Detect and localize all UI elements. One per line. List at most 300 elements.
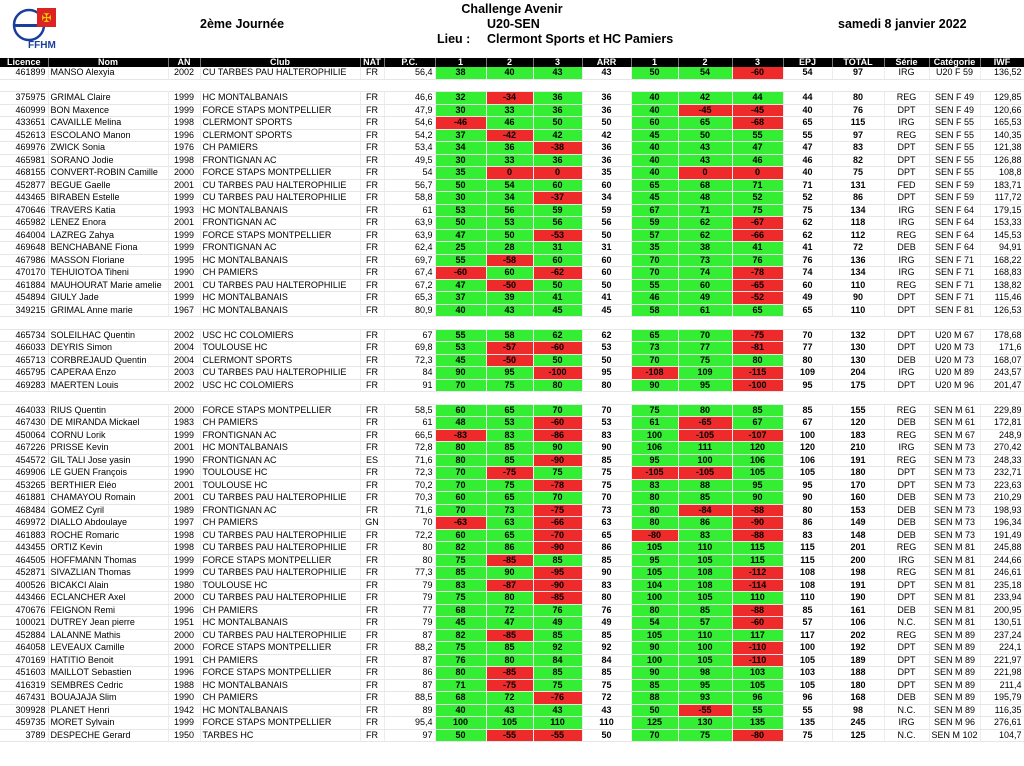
table-cell: 450064 (0, 429, 48, 442)
successful-attempt-cell: 100 (678, 454, 732, 467)
successful-attempt-cell: 80 (435, 667, 486, 680)
successful-attempt-cell: 34 (435, 142, 486, 155)
table-cell: 1998 (168, 542, 200, 555)
table-cell: FR (360, 504, 384, 517)
successful-attempt-cell: 90 (631, 379, 678, 392)
table-row (0, 729, 1024, 742)
table-cell: ZWICK Sonia (48, 142, 168, 155)
table-cell: FR (360, 704, 384, 717)
table-row (0, 242, 1024, 255)
successful-attempt-cell: 70 (435, 479, 486, 492)
successful-attempt-cell: 45 (631, 129, 678, 142)
results-table-body (0, 67, 1024, 742)
table-cell: FORCE STAPS MONTPELLIER (200, 667, 360, 680)
table-cell: CU TARBES PAU HALTEROPHILIE (200, 67, 360, 79)
table-cell: SEN M 73 (929, 529, 980, 542)
table-cell: 201,47 (980, 379, 1024, 392)
successful-attempt-cell: 110 (732, 592, 783, 605)
table-cell: 56,7 (384, 179, 435, 192)
successful-attempt-cell: 70 (533, 404, 582, 417)
table-cell: 3789 (0, 729, 48, 742)
successful-attempt-cell: 70 (533, 492, 582, 505)
table-cell: SEN M 73 (929, 479, 980, 492)
successful-attempt-cell: 32 (435, 92, 486, 105)
table-cell: 53 (582, 342, 631, 355)
table-cell: 136,52 (980, 67, 1024, 79)
column-header: ARR (582, 58, 631, 67)
table-cell: 229,89 (980, 404, 1024, 417)
successful-attempt-cell: 115 (732, 554, 783, 567)
table-cell: 115,46 (980, 292, 1024, 305)
table-cell: 75 (582, 479, 631, 492)
table-row (0, 229, 1024, 242)
table-cell: 148 (832, 529, 884, 542)
table-row (0, 104, 1024, 117)
successful-attempt-cell: 85 (533, 629, 582, 642)
table-row (0, 629, 1024, 642)
table-cell: 171,6 (980, 342, 1024, 355)
table-cell: SEN M 81 (929, 592, 980, 605)
successful-attempt-cell: 45 (435, 617, 486, 630)
table-cell: FR (360, 554, 384, 567)
table-cell: FR (360, 217, 384, 230)
table-cell: 1998 (168, 117, 200, 130)
table-cell: 63,9 (384, 217, 435, 230)
table-cell: 155 (832, 404, 884, 417)
successful-attempt-cell: 105 (678, 554, 732, 567)
table-row (0, 179, 1024, 192)
successful-attempt-cell: 88 (631, 692, 678, 705)
table-cell: 375975 (0, 92, 48, 105)
table-cell: 1980 (168, 579, 200, 592)
table-cell: 183,71 (980, 179, 1024, 192)
table-cell: FR (360, 379, 384, 392)
successful-attempt-cell: 85 (533, 554, 582, 567)
table-cell: 88,2 (384, 642, 435, 655)
successful-attempt-cell: 67 (732, 417, 783, 430)
successful-attempt-cell: 41 (533, 292, 582, 305)
failed-attempt-cell: -66 (732, 229, 783, 242)
successful-attempt-cell: 80 (435, 454, 486, 467)
table-cell: 245,88 (980, 542, 1024, 555)
table-cell: 98 (832, 704, 884, 717)
successful-attempt-cell: 100 (631, 429, 678, 442)
table-cell: 470676 (0, 604, 48, 617)
table-cell: 201 (832, 542, 884, 555)
table-cell: CU TARBES PAU HALTEROPHILIE (200, 179, 360, 192)
table-cell: REG (884, 567, 929, 580)
table-cell: SEN M 81 (929, 542, 980, 555)
failed-attempt-cell: -110 (732, 654, 783, 667)
successful-attempt-cell: 96 (732, 692, 783, 705)
table-cell: 84 (582, 654, 631, 667)
table-cell: 35 (582, 167, 631, 180)
table-cell: FR (360, 692, 384, 705)
failed-attempt-cell: -86 (533, 429, 582, 442)
table-cell: U20 F 59 (929, 67, 980, 79)
table-cell: 452877 (0, 179, 48, 192)
failed-attempt-cell: -68 (732, 117, 783, 130)
successful-attempt-cell: 50 (435, 217, 486, 230)
table-cell: 86 (783, 517, 832, 530)
table-cell: DPT (884, 142, 929, 155)
table-cell: 60 (582, 267, 631, 280)
table-cell: 86 (832, 192, 884, 205)
table-row (0, 442, 1024, 455)
successful-attempt-cell: 43 (533, 67, 582, 79)
table-cell: SEN M 73 (929, 442, 980, 455)
successful-attempt-cell: 44 (732, 92, 783, 105)
table-cell: 465982 (0, 217, 48, 230)
table-cell: TOULOUSE HC (200, 467, 360, 480)
table-cell: CH PAMIERS (200, 142, 360, 155)
svg-text:✠: ✠ (41, 11, 52, 25)
successful-attempt-cell: 55 (435, 329, 486, 342)
failed-attempt-cell: -90 (533, 579, 582, 592)
table-cell: N.C. (884, 704, 929, 717)
table-cell: 121,38 (980, 142, 1024, 155)
lieu-label: Lieu : (437, 32, 471, 46)
table-cell: 110 (832, 279, 884, 292)
failed-attempt-cell: -70 (533, 529, 582, 542)
table-cell: SEN F 64 (929, 242, 980, 255)
table-cell: USC HC COLOMIERS (200, 329, 360, 342)
table-cell: 83 (832, 142, 884, 155)
successful-attempt-cell: 56 (486, 204, 533, 217)
table-cell: DPT (884, 154, 929, 167)
table-cell: FR (360, 567, 384, 580)
successful-attempt-cell: 75 (533, 467, 582, 480)
failed-attempt-cell: -80 (732, 729, 783, 742)
successful-attempt-cell: 60 (435, 492, 486, 505)
table-cell: IRG (884, 117, 929, 130)
table-cell: 97 (832, 67, 884, 79)
table-cell: 105 (783, 467, 832, 480)
table-cell: 2000 (168, 592, 200, 605)
table-cell: 210,29 (980, 492, 1024, 505)
table-cell: PRISSE Kevin (48, 442, 168, 455)
failed-attempt-cell: -57 (486, 342, 533, 355)
successful-attempt-cell: 50 (678, 129, 732, 142)
column-header: 1 (435, 58, 486, 67)
table-cell: 65 (783, 117, 832, 130)
table-cell: 72,2 (384, 529, 435, 542)
successful-attempt-cell: 70 (631, 267, 678, 280)
failed-attempt-cell: -60 (732, 67, 783, 79)
table-cell: SEN M 81 (929, 554, 980, 567)
table-cell: 1989 (168, 504, 200, 517)
table-cell: 75 (783, 729, 832, 742)
table-cell: 80,9 (384, 304, 435, 317)
table-cell: FR (360, 204, 384, 217)
table-row (0, 379, 1024, 392)
successful-attempt-cell: 93 (678, 692, 732, 705)
failed-attempt-cell: 0 (486, 167, 533, 180)
table-cell: CH PAMIERS (200, 692, 360, 705)
successful-attempt-cell: 73 (678, 254, 732, 267)
table-cell: 79 (384, 592, 435, 605)
table-cell: BENCHABANE Fiona (48, 242, 168, 255)
table-cell: 145,53 (980, 229, 1024, 242)
successful-attempt-cell: 63 (486, 517, 533, 530)
table-cell: 140,35 (980, 129, 1024, 142)
table-cell: 97 (832, 129, 884, 142)
table-cell: 2001 (168, 442, 200, 455)
table-cell: 50 (582, 279, 631, 292)
table-cell: IRG (884, 204, 929, 217)
table-cell: TRAVERS Katia (48, 204, 168, 217)
table-cell: FORCE STAPS MONTPELLIER (200, 229, 360, 242)
successful-attempt-cell: 83 (486, 429, 533, 442)
table-cell: 41 (783, 242, 832, 255)
failed-attempt-cell: -83 (435, 429, 486, 442)
table-cell: CAVAILLE Melina (48, 117, 168, 130)
table-cell: FR (360, 654, 384, 667)
table-cell: FORCE STAPS MONTPELLIER (200, 554, 360, 567)
failed-attempt-cell: -105 (678, 429, 732, 442)
table-cell: 71 (783, 179, 832, 192)
table-cell: 60 (582, 179, 631, 192)
table-cell: 72 (832, 242, 884, 255)
column-header: Club (200, 58, 360, 67)
table-cell: 70 (384, 517, 435, 530)
table-cell: N.C. (884, 617, 929, 630)
table-cell: 454572 (0, 454, 48, 467)
table-cell: 2001 (168, 217, 200, 230)
table-row (0, 154, 1024, 167)
table-cell: SEN F 55 (929, 142, 980, 155)
table-cell: 153,33 (980, 217, 1024, 230)
successful-attempt-cell: 105 (486, 717, 533, 730)
table-cell: 76 (582, 604, 631, 617)
table-row (0, 142, 1024, 155)
table-row (0, 692, 1024, 705)
failed-attempt-cell: 0 (732, 167, 783, 180)
failed-attempt-cell: -75 (732, 329, 783, 342)
successful-attempt-cell: 55 (732, 129, 783, 142)
failed-attempt-cell: -78 (533, 479, 582, 492)
table-cell: 191,49 (980, 529, 1024, 542)
failed-attempt-cell: -53 (533, 229, 582, 242)
table-cell: SEN M 89 (929, 642, 980, 655)
table-cell: U20 M 73 (929, 354, 980, 367)
failed-attempt-cell: -84 (678, 504, 732, 517)
table-cell: FR (360, 604, 384, 617)
table-cell: 40 (783, 104, 832, 117)
successful-attempt-cell: 60 (486, 267, 533, 280)
table-cell: CLERMONT SPORTS (200, 354, 360, 367)
successful-attempt-cell: 54 (631, 617, 678, 630)
table-cell: CHAMAYOU Romain (48, 492, 168, 505)
table-cell: FR (360, 729, 384, 742)
successful-attempt-cell: 43 (678, 154, 732, 167)
successful-attempt-cell: 110 (678, 629, 732, 642)
table-cell: 50 (582, 117, 631, 130)
table-cell: 83 (582, 429, 631, 442)
table-cell: 2004 (168, 354, 200, 367)
table-cell: 1993 (168, 204, 200, 217)
table-cell: SIVAZLIAN Thomas (48, 567, 168, 580)
failed-attempt-cell: -46 (435, 117, 486, 130)
spacer-cell (0, 317, 1024, 330)
table-cell: ECLANCHER Axel (48, 592, 168, 605)
successful-attempt-cell: 106 (631, 442, 678, 455)
table-cell: GRIMAL Claire (48, 92, 168, 105)
successful-attempt-cell: 120 (732, 442, 783, 455)
table-cell: 62 (783, 217, 832, 230)
successful-attempt-cell: 33 (486, 154, 533, 167)
table-cell: CU TARBES PAU HALTEROPHILIE (200, 529, 360, 542)
table-cell: CH PAMIERS (200, 654, 360, 667)
successful-attempt-cell: 75 (533, 679, 582, 692)
table-cell: 65 (783, 304, 832, 317)
table-cell: 2001 (168, 492, 200, 505)
successful-attempt-cell: 50 (435, 729, 486, 742)
table-cell: 110 (582, 717, 631, 730)
successful-attempt-cell: 53 (486, 417, 533, 430)
table-cell: 190 (832, 592, 884, 605)
table-cell: 465734 (0, 329, 48, 342)
table-cell: SEN F 71 (929, 254, 980, 267)
table-cell: 1999 (168, 717, 200, 730)
table-cell: FEIGNON Remi (48, 604, 168, 617)
table-cell: 46,6 (384, 92, 435, 105)
failed-attempt-cell: -66 (533, 517, 582, 530)
table-cell: 76 (783, 254, 832, 267)
successful-attempt-cell: 52 (732, 192, 783, 205)
successful-attempt-cell: 85 (631, 679, 678, 692)
table-cell: 175 (832, 379, 884, 392)
table-cell: 72,8 (384, 442, 435, 455)
successful-attempt-cell: 100 (435, 717, 486, 730)
successful-attempt-cell: 43 (486, 704, 533, 717)
table-cell: 1996 (168, 129, 200, 142)
successful-attempt-cell: 67 (631, 204, 678, 217)
table-cell: SEN F 71 (929, 279, 980, 292)
successful-attempt-cell: 75 (732, 204, 783, 217)
table-cell: 1999 (168, 292, 200, 305)
table-cell: 469976 (0, 142, 48, 155)
table-cell: 1990 (168, 454, 200, 467)
table-cell: USC HC COLOMIERS (200, 379, 360, 392)
table-cell: FR (360, 104, 384, 117)
successful-attempt-cell: 47 (732, 142, 783, 155)
successful-attempt-cell: 71 (732, 179, 783, 192)
successful-attempt-cell: 35 (631, 242, 678, 255)
table-cell: 67,2 (384, 279, 435, 292)
failed-attempt-cell: -85 (533, 592, 582, 605)
successful-attempt-cell: 90 (435, 367, 486, 380)
table-cell: SEN F 71 (929, 292, 980, 305)
table-cell: ROCHE Romaric (48, 529, 168, 542)
table-cell: 452871 (0, 567, 48, 580)
table-cell: 41 (582, 292, 631, 305)
successful-attempt-cell: 36 (533, 104, 582, 117)
table-cell: FRONTIGNAN AC (200, 429, 360, 442)
column-header: Licence (0, 58, 48, 67)
successful-attempt-cell: 30 (435, 192, 486, 205)
failed-attempt-cell: -78 (732, 267, 783, 280)
successful-attempt-cell: 47 (435, 279, 486, 292)
table-cell: 89 (384, 704, 435, 717)
successful-attempt-cell: 90 (486, 567, 533, 580)
table-cell: 149 (832, 517, 884, 530)
successful-attempt-cell: 50 (533, 354, 582, 367)
successful-attempt-cell: 42 (533, 129, 582, 142)
table-cell: FR (360, 629, 384, 642)
successful-attempt-cell: 74 (678, 267, 732, 280)
table-cell: 55 (783, 704, 832, 717)
table-cell: FR (360, 329, 384, 342)
failed-attempt-cell: -110 (732, 642, 783, 655)
table-cell: DPT (884, 667, 929, 680)
table-cell: FORCE STAPS MONTPELLIER (200, 104, 360, 117)
table-cell: 91 (384, 379, 435, 392)
table-cell: 245 (832, 717, 884, 730)
successful-attempt-cell: 100 (631, 592, 678, 605)
successful-attempt-cell: 108 (678, 579, 732, 592)
table-row (0, 304, 1024, 317)
table-cell: 443455 (0, 542, 48, 555)
table-cell: 192 (832, 642, 884, 655)
table-cell: FORCE STAPS MONTPELLIER (200, 404, 360, 417)
table-cell: SEN F 55 (929, 167, 980, 180)
successful-attempt-cell: 28 (486, 242, 533, 255)
table-cell: 49 (783, 292, 832, 305)
table-cell: 62 (582, 329, 631, 342)
table-cell: 79 (384, 617, 435, 630)
table-cell: 87 (384, 654, 435, 667)
successful-attempt-cell: 46 (732, 154, 783, 167)
successful-attempt-cell: 84 (533, 654, 582, 667)
table-cell: FR (360, 254, 384, 267)
successful-attempt-cell: 95 (732, 479, 783, 492)
failed-attempt-cell: -115 (732, 367, 783, 380)
successful-attempt-cell: 48 (678, 192, 732, 205)
table-cell: 153 (832, 504, 884, 517)
table-cell: 94,91 (980, 242, 1024, 255)
table-row (0, 254, 1024, 267)
table-cell: FR (360, 667, 384, 680)
table-row (0, 279, 1024, 292)
table-cell: 161 (832, 604, 884, 617)
table-row (0, 292, 1024, 305)
successful-attempt-cell: 71 (678, 204, 732, 217)
table-row (0, 579, 1024, 592)
successful-attempt-cell: 42 (678, 92, 732, 105)
table-cell: 69,7 (384, 254, 435, 267)
table-cell: 1988 (168, 679, 200, 692)
table-cell: DPT (884, 104, 929, 117)
successful-attempt-cell: 135 (732, 717, 783, 730)
successful-attempt-cell: 68 (678, 179, 732, 192)
table-cell: 130,51 (980, 617, 1024, 630)
successful-attempt-cell: 80 (631, 604, 678, 617)
failed-attempt-cell: -60 (732, 617, 783, 630)
table-cell: FR (360, 267, 384, 280)
table-cell: 453265 (0, 479, 48, 492)
table-cell: SEN F 49 (929, 104, 980, 117)
table-cell: 80 (832, 92, 884, 105)
table-row (0, 217, 1024, 230)
successful-attempt-cell: 53 (435, 204, 486, 217)
table-cell: 138,82 (980, 279, 1024, 292)
table-cell: DPT (884, 342, 929, 355)
successful-attempt-cell: 80 (678, 404, 732, 417)
successful-attempt-cell: 40 (631, 142, 678, 155)
table-cell: 467431 (0, 692, 48, 705)
table-cell: 90 (783, 492, 832, 505)
